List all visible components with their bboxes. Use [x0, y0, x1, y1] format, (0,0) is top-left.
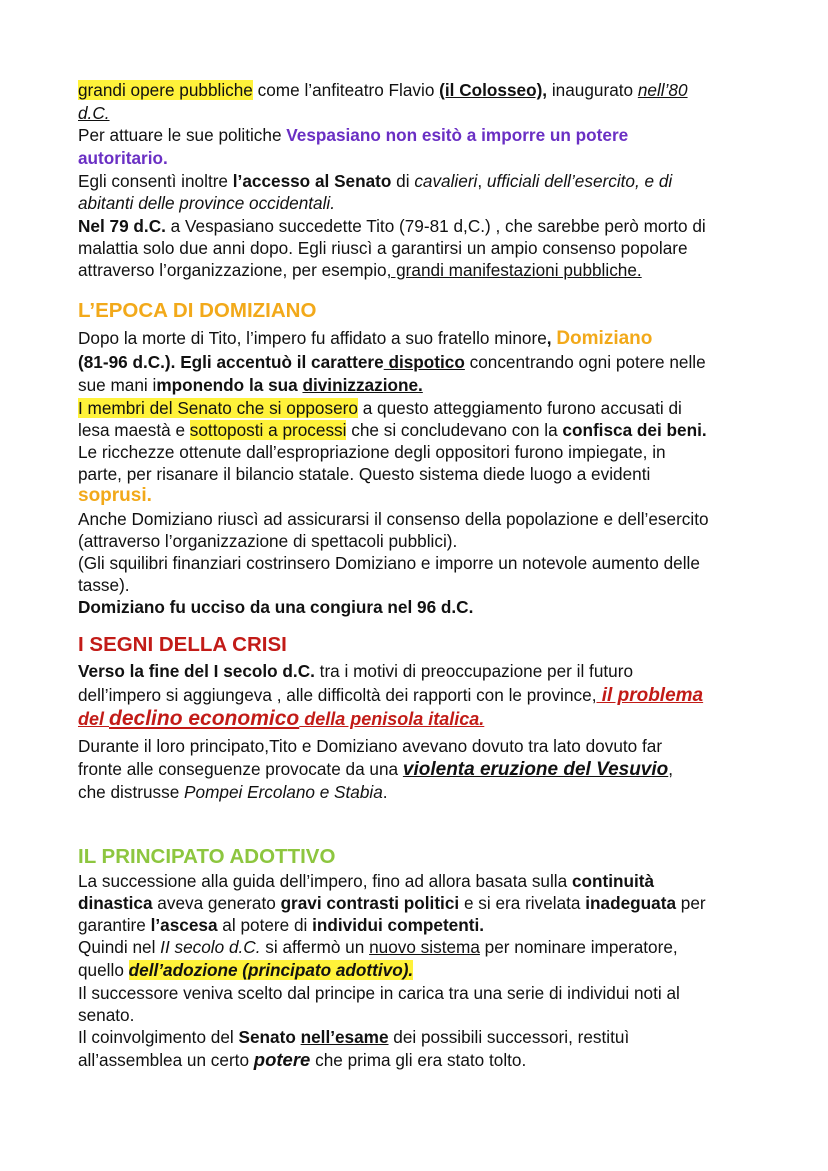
- intro-line-8: malattia solo due anni dopo. Egli riuscì a garantirsi un ampio consenso popolare: [78, 238, 688, 258]
- domiziano-line-13: Domiziano fu ucciso da una congiura nel 96 d.C.: [78, 597, 474, 617]
- highlight: dell’adozione (principato adottivo).: [128, 960, 414, 980]
- domiziano-line-7: parte, per risanare il bilancio statale. Questo sistema diede luogo a evidenti: [78, 464, 651, 484]
- adottivo-line-1: La successione alla guida dell’impero, fino ad allora basata sulla continuità: [78, 871, 655, 891]
- intro-line-3: Per attuare le sue politiche Vespasiano non esitò a imporre un potere: [78, 125, 629, 145]
- crisi-line-5: fronte alle conseguenze provocate da una violenta eruzione del Vesuvio,: [78, 759, 674, 780]
- intro-line-6: abitanti delle province occidentali.: [78, 193, 336, 213]
- adottivo-line-6: Il successore veniva scelto dal principe in carica tra una serie di individui noti al: [78, 983, 680, 1003]
- domiziano-line-12: tasse).: [78, 575, 130, 595]
- crisi-line-6: che distrusse Pompei Ercolano e Stabia.: [78, 782, 388, 802]
- highlight: sottoposti a processi: [189, 420, 347, 440]
- crisi-line-1: Verso la fine del I secolo d.C. tra i motivi di preoccupazione per il futuro: [78, 661, 634, 681]
- domiziano-line-4: I membri del Senato che si opposero a questo atteggiamento furono accusati di: [78, 398, 682, 418]
- intro-line-7: Nel 79 d.C. a Vespasiano succedette Tito (79-81 d,C.) , che sarebbe però morto di: [78, 216, 706, 236]
- section-title-crisi: I SEGNI DELLA CRISI: [78, 633, 287, 656]
- section-title-adottivo: IL PRINCIPATO ADOTTIVO: [78, 845, 336, 868]
- domiziano-line-5: lesa maestà e sottoposti a processi che si concludevano con la confisca dei beni.: [78, 420, 707, 440]
- domiziano-line-10: (attraverso l’organizzazione di spettacoli pubblici).: [78, 531, 458, 551]
- crisi-line-3: del declino economico della penisola italica.: [78, 707, 485, 730]
- adottivo-line-2: dinastica aveva generato gravi contrasti politici e si era rivelata inadeguata per: [78, 893, 706, 913]
- adottivo-line-5: quello dell’adozione (principato adottivo).: [78, 960, 414, 980]
- domiziano-line-3: sue mani imponendo la sua divinizzazione.: [78, 375, 423, 395]
- highlight: grandi opere pubbliche: [78, 80, 253, 100]
- crisi-line-4: Durante il loro principato,Tito e Domiziano avevano dovuto tra lato dovuto far: [78, 736, 663, 756]
- adottivo-line-4: Quindi nel II secolo d.C. si affermò un nuovo sistema per nominare imperatore,: [78, 937, 678, 957]
- intro-line-2: d.C.: [78, 103, 110, 123]
- domiziano-line-1: Dopo la morte di Tito, l’impero fu affidato a suo fratello minore, Domiziano: [78, 328, 653, 349]
- domiziano-line-11: (Gli squilibri finanziari costrinsero Domiziano e imporre un notevole aumento delle: [78, 553, 700, 573]
- intro-line-5: Egli consentì inoltre l’accesso al Senato di cavalieri, ufficiali dell’esercito, e di: [78, 171, 673, 191]
- adottivo-line-3: garantire l’ascesa al potere di individui competenti.: [78, 915, 485, 935]
- highlight: I membri del Senato che si opposero: [78, 398, 358, 418]
- adottivo-line-7: senato.: [78, 1005, 135, 1025]
- intro-line-9: attraverso l’organizzazione, per esempio, grandi manifestazioni pubbliche.: [78, 260, 642, 280]
- crisi-line-2: dell’impero si aggiungeva , alle difficoltà dei rapporti con le province, il problema: [78, 685, 704, 706]
- domiziano-line-8: soprusi.: [78, 485, 152, 506]
- domiziano-line-2: (81-96 d.C.). Egli accentuò il carattere dispotico concentrando ogni potere nelle: [78, 352, 706, 372]
- intro-line-1: grandi opere pubbliche come l’anfiteatro Flavio (il Colosseo), inaugurato nell’80: [78, 80, 688, 100]
- adottivo-line-9: all’assemblea un certo potere che prima gli era stato tolto.: [78, 1049, 527, 1070]
- adottivo-line-8: Il coinvolgimento del Senato nell’esame dei possibili successori, restituì: [78, 1027, 630, 1047]
- intro-line-4: autoritario.: [78, 148, 168, 168]
- section-title-domiziano: L’EPOCA DI DOMIZIANO: [78, 299, 317, 322]
- domiziano-line-9: Anche Domiziano riuscì ad assicurarsi il consenso della popolazione e dell’esercito: [78, 509, 709, 529]
- domiziano-line-6: Le ricchezze ottenute dall’espropriazione degli oppositori furono impiegate, in: [78, 442, 666, 462]
